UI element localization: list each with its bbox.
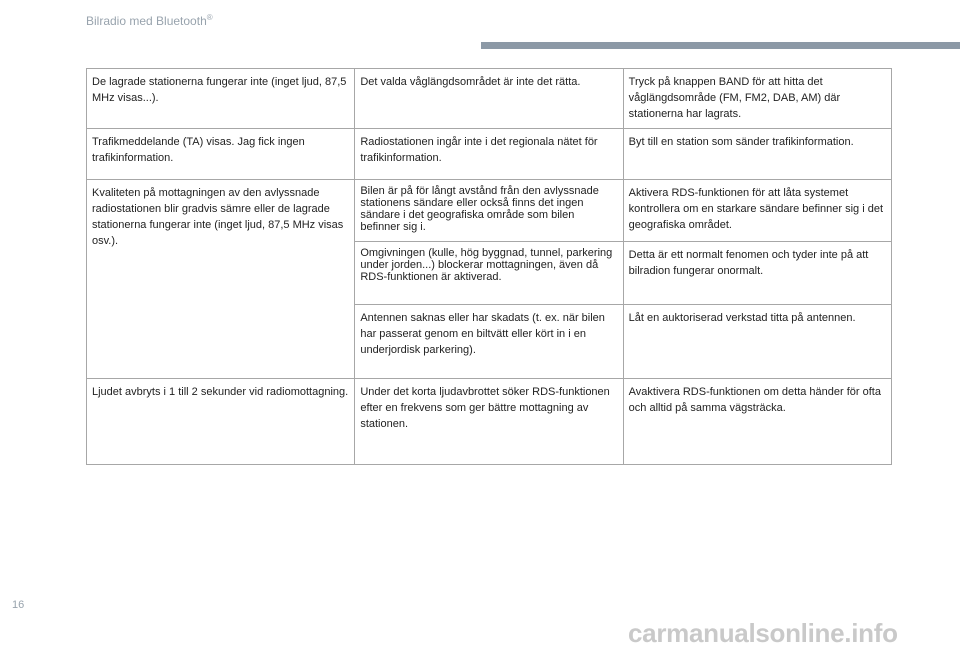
cause-cell: Under det korta ljudavbrottet söker RDS-funktionen efter en frekvens som ger bättre mottagning av stationen. <box>355 379 623 465</box>
header-title-text: Bilradio med Bluetooth <box>86 14 207 28</box>
solution-cell: Avaktivera RDS-funktionen om detta händer för ofta och alltid på samma vägsträcka. <box>623 379 891 465</box>
solution-cell: Byt till en station som sänder trafikinformation. <box>623 129 891 180</box>
registered-mark: ® <box>206 13 213 22</box>
problem-cell: Kvaliteten på mottagningen av den avlyssnade radiostationen blir gradvis sämre eller de lagrade stationerna fungerar inte (inget ljud, 87,5 MHz visas osv.). <box>87 180 355 379</box>
table-row <box>87 69 892 129</box>
solution-cell: Aktivera RDS-funktionen för att låta systemet kontrollera om en starkare sändare befinner sig i det geografiska området. <box>623 180 891 242</box>
cause-cell: Radiostationen ingår inte i det regionala nätet för trafikinformation. <box>355 129 623 180</box>
problem-cell: Trafikmeddelande (TA) visas. Jag fick ingen trafikinformation. <box>87 129 355 180</box>
solution-cell: Tryck på knappen BAND för att hitta det våglängdsområde (FM, FM2, DAB, AM) där stationerna har lagrats. <box>623 69 891 129</box>
cause-cell: Antennen saknas eller har skadats (t. ex. när bilen har passerat genom en biltvätt eller kört in i en underjordisk parkering). <box>355 305 623 379</box>
watermark-text: carmanualsonline.info <box>628 618 898 648</box>
problem-cell: De lagrade stationerna fungerar inte (inget ljud, 87,5 MHz visas...). <box>87 69 355 129</box>
cause-cell: Det valda våglängdsområdet är inte det rätta. <box>355 69 623 129</box>
header-accent-bar <box>481 42 960 49</box>
cause-cell: Bilen är på för långt avstånd från den avlyssnade stationens sändare eller också finns det ingen sändare i det geografiska område som bilen befinner sig i. <box>355 180 623 242</box>
cause-cell: Omgivningen (kulle, hög byggnad, tunnel, parkering under jorden...) blockerar mottagningen, även då RDS-funktionen är aktiverad. <box>355 242 623 305</box>
table-row <box>87 180 892 242</box>
troubleshooting-table <box>86 68 892 465</box>
table-row <box>87 379 892 465</box>
solution-cell: Detta är ett normalt fenomen och tyder inte på att bilradion fungerar onormalt. <box>623 242 891 305</box>
page-number: 16 <box>12 599 25 611</box>
solution-cell: Låt en auktoriserad verkstad titta på antennen. <box>623 305 891 379</box>
page-header-title <box>86 13 213 28</box>
table-row <box>87 129 892 180</box>
problem-cell: Ljudet avbryts i 1 till 2 sekunder vid radiomottagning. <box>87 379 355 465</box>
